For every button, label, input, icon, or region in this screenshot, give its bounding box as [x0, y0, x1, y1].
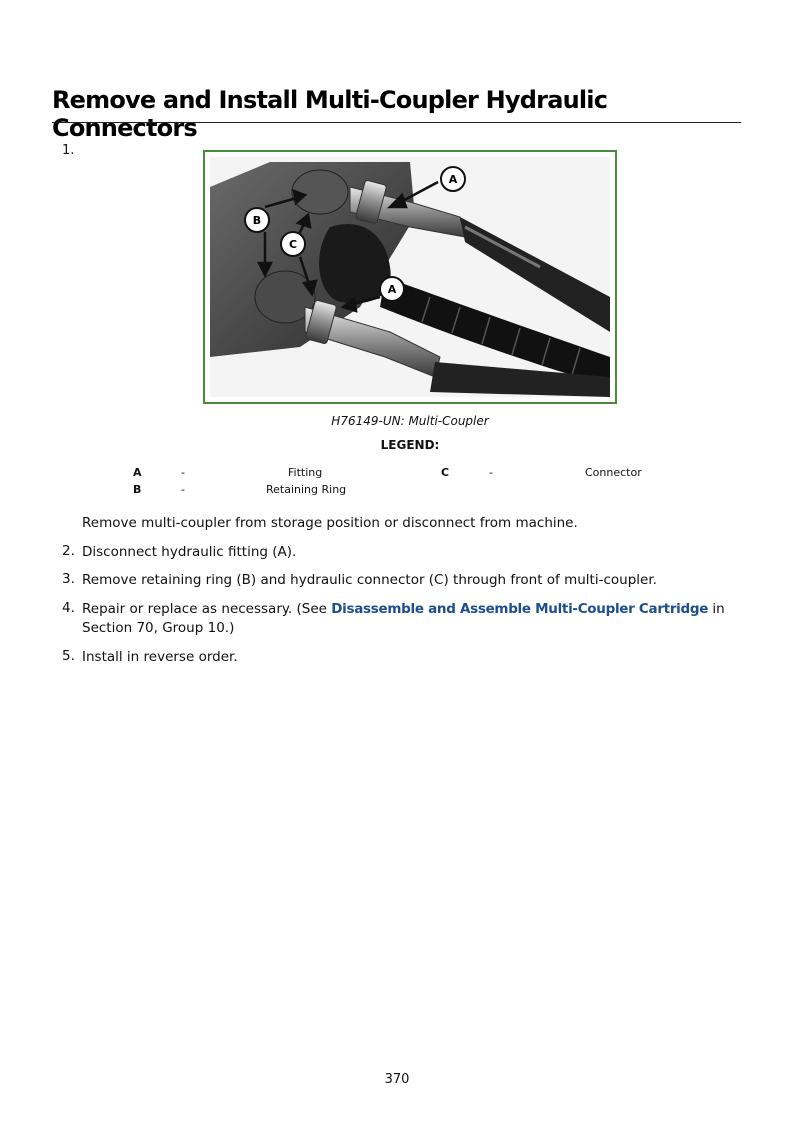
multi-coupler-illustration — [210, 157, 610, 397]
figure-caption: H76149-UN: Multi-Coupler — [331, 414, 489, 428]
callout-a-top-label: A — [448, 173, 458, 186]
step-4-number: 4. — [62, 600, 75, 616]
step-1-number: 1. — [62, 143, 75, 158]
step-1-text: Remove multi-coupler from storage position or disconnect from machine. — [82, 515, 578, 531]
multi-coupler-figure — [203, 150, 617, 404]
disassemble-cartridge-link[interactable]: Disassemble and Assemble Multi-Coupler Cartridge — [331, 601, 709, 617]
page-number: 370 — [384, 1072, 410, 1087]
step-4-text-after: in Section 70, Group 10.) — [82, 601, 725, 636]
step-5-number: 5. — [62, 648, 75, 664]
legend-dash-b: - — [181, 483, 185, 496]
legend-dash-c: - — [489, 466, 493, 479]
step-3-text: Remove retaining ring (B) and hydraulic connector (C) through front of multi-coupler. — [82, 572, 657, 588]
callout-b-label: B — [252, 214, 262, 227]
step-2-number: 2. — [62, 543, 75, 559]
step-5-text: Install in reverse order. — [82, 649, 238, 665]
legend-title: LEGEND: — [380, 438, 440, 452]
legend-key-b: B — [133, 483, 142, 496]
callout-c-label: C — [288, 238, 298, 251]
step-2-text: Disconnect hydraulic fitting (A). — [82, 544, 297, 560]
page-title: Remove and Install Multi-Coupler Hydraulic Connectors — [52, 86, 608, 142]
legend-text-b: Retaining Ring — [266, 483, 347, 496]
legend-key-c: C — [441, 466, 450, 479]
legend-dash-a: - — [181, 466, 185, 479]
title-divider — [52, 122, 741, 123]
callout-a-bottom-label: A — [387, 283, 397, 296]
legend-text-c: Connector — [585, 466, 642, 479]
step-4-text-before: Repair or replace as necessary. (See — [82, 601, 332, 617]
legend-key-a: A — [133, 466, 142, 479]
step-3-number: 3. — [62, 571, 75, 587]
step-4-text — [82, 600, 742, 638]
legend-text-a: Fitting — [288, 466, 323, 479]
